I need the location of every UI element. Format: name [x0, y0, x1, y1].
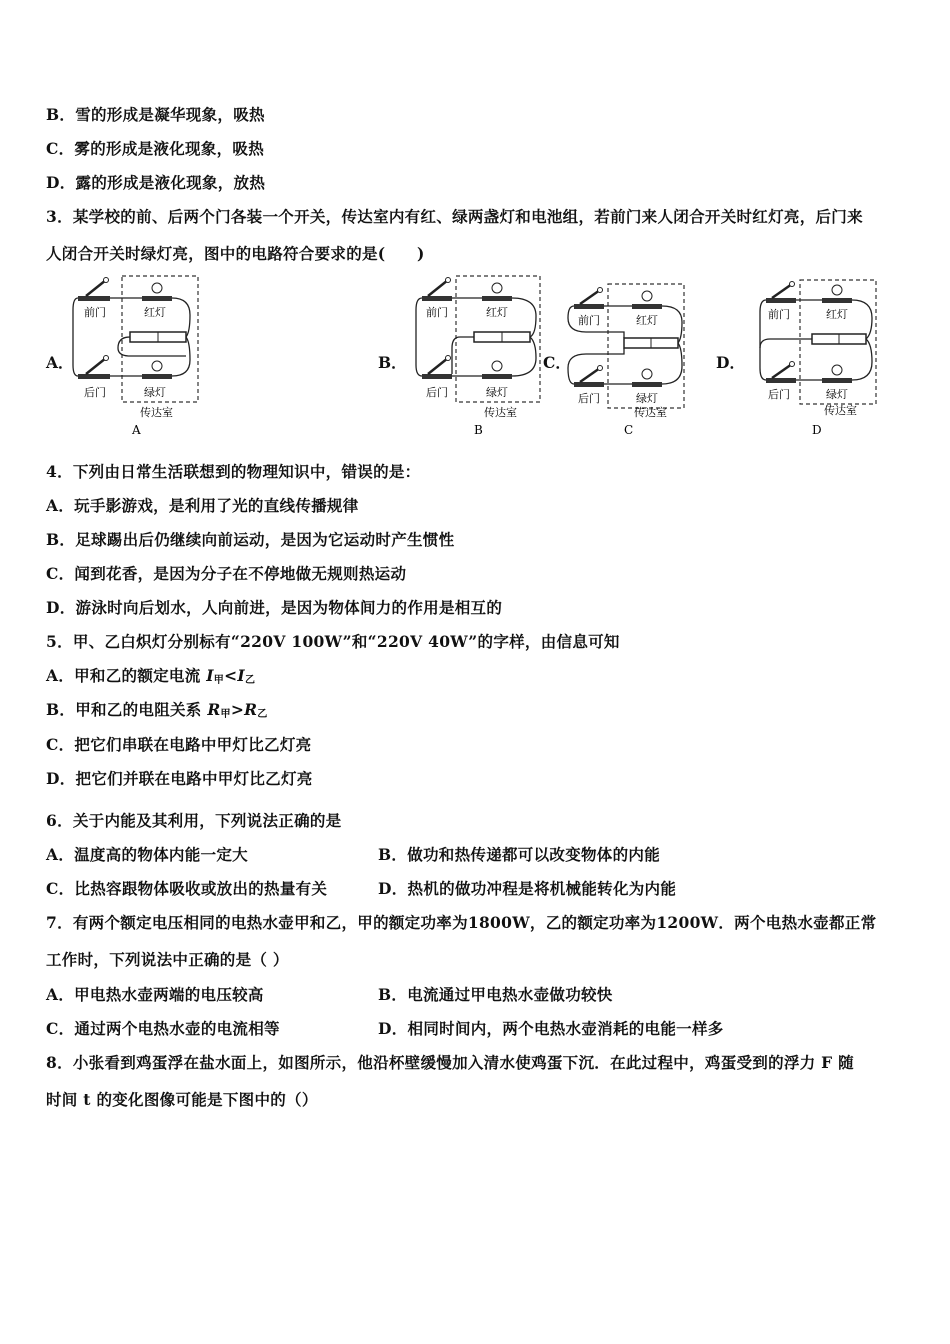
q5-stem: 5．甲、乙白炽灯分别标有“220V 100W”和“220V 40W”的字样，由信息可知	[46, 632, 620, 651]
green-lamp-label: 绿灯	[636, 392, 658, 405]
green-lamp	[482, 361, 512, 379]
green-lamp	[632, 369, 662, 387]
q3-option-c-label: C．	[543, 353, 571, 372]
front-door-label: 前门	[426, 306, 448, 319]
front-door-switch	[78, 278, 110, 302]
back-door-label: 后门	[426, 386, 448, 399]
q6-option-d: D．热机的做功冲程是将机械能转化为内能	[378, 879, 677, 898]
red-lamp-label: 红灯	[636, 314, 658, 327]
caption-c: C	[624, 423, 634, 437]
red-lamp	[482, 283, 512, 301]
q6-option-c: C．比热容跟物体吸收或放出的热量有关	[46, 879, 328, 898]
red-lamp	[632, 291, 662, 309]
green-lamp-label: 绿灯	[144, 386, 166, 399]
battery	[474, 332, 530, 342]
q4-option-d: D．游泳时向后划水，人向前进，是因为物体间力的作用是相互的	[46, 598, 503, 617]
circuit-diagram-a	[70, 270, 205, 440]
q4-stem: 4．下列由日常生活联想到的物理知识中，错误的是：	[46, 462, 421, 481]
q7-stem-line1: 7．有两个额定电压相同的电热水壶甲和乙，甲的额定功率为1800W，乙的额定功率为1200W．两个电热水壶都正常	[46, 913, 877, 932]
q6-option-a: A．温度高的物体内能一定大	[46, 845, 248, 864]
room-label: 传达室	[634, 406, 667, 419]
red-lamp	[822, 285, 852, 303]
q2-option-b: B．雪的形成是凝华现象，吸热	[46, 105, 265, 124]
q7-stem-line2: 工作时，下列说法中正确的是（ ）	[46, 950, 289, 969]
caption-b: B	[474, 423, 483, 437]
q2-option-d: D．露的形成是液化现象，放热	[46, 173, 266, 192]
back-door-switch	[574, 366, 604, 388]
front-door-label: 前门	[578, 314, 600, 327]
q3-option-b-label: B．	[378, 353, 407, 372]
room-label: 传达室	[824, 404, 857, 417]
q8-stem-line1: 8．小张看到鸡蛋浮在盐水面上，如图所示，他沿杯壁缓慢加入清水使鸡蛋下沉．在此过程中，鸡蛋受到的浮力 F 随	[46, 1053, 854, 1072]
back-door-switch	[422, 356, 452, 380]
q3-option-d-label: D．	[716, 353, 745, 372]
q6-option-b: B．做功和热传递都可以改变物体的内能	[378, 845, 661, 864]
caption-a: A	[132, 423, 141, 437]
back-door-switch	[78, 356, 110, 380]
front-door-switch	[422, 278, 452, 302]
room-label: 传达室	[140, 406, 173, 419]
q4-option-a: A．玩手影游戏，是利用了光的直线传播规律	[46, 496, 359, 515]
green-lamp-label: 绿灯	[486, 386, 508, 399]
circuit-diagram-b	[408, 270, 546, 440]
caption-d: D	[812, 423, 822, 437]
q5-option-b: B．甲和乙的电阻关系 $R_甲>R_乙$	[46, 700, 268, 720]
room-label: 传达室	[484, 406, 517, 419]
front-door-switch	[574, 288, 604, 310]
battery	[624, 338, 678, 348]
red-lamp-label: 红灯	[826, 308, 848, 321]
q7-option-b: B．电流通过甲电热水壶做功较快	[378, 985, 613, 1004]
q4-option-b: B．足球踢出后仍继续向前运动，是因为它运动时产生惯性	[46, 530, 455, 549]
back-door-switch	[766, 362, 796, 384]
q3-stem-line2: 人闭合开关时绿灯亮，图中的电路符合要求的是( )	[46, 244, 425, 263]
q7-option-d: D．相同时间内，两个电热水壶消耗的电能一样多	[378, 1019, 724, 1038]
q2-option-c: C．雾的形成是液化现象，吸热	[46, 139, 265, 158]
green-lamp	[142, 361, 172, 379]
q3-stem-line1: 3．某学校的前、后两个门各装一个开关，传达室内有红、绿两盏灯和电池组，若前门来人闭合开关时红灯亮，后门来	[46, 207, 863, 226]
front-door-switch	[766, 282, 796, 304]
circuit-diagram-c	[566, 280, 691, 440]
q7-option-c: C．通过两个电热水壶的电流相等	[46, 1019, 280, 1038]
battery	[130, 332, 186, 342]
back-door-label: 后门	[84, 386, 106, 399]
back-door-label: 后门	[578, 392, 600, 405]
q8-stem-line2: 时间 t 的变化图像可能是下图中的（）	[46, 1090, 318, 1109]
front-door-label: 前门	[768, 308, 790, 321]
back-door-label: 后门	[768, 388, 790, 401]
battery	[812, 334, 866, 344]
red-lamp-label: 红灯	[486, 306, 508, 319]
red-lamp-label: 红灯	[144, 306, 166, 319]
q5-option-d: D．把它们并联在电路中甲灯比乙灯亮	[46, 769, 313, 788]
red-lamp	[142, 283, 172, 301]
green-lamp-label: 绿灯	[826, 388, 848, 401]
circuit-diagram-d	[756, 276, 881, 440]
q3-option-a-label: A．	[46, 353, 74, 372]
q6-stem: 6．关于内能及其利用，下列说法正确的是	[46, 811, 342, 830]
green-lamp	[822, 365, 852, 383]
q5-option-c: C．把它们串联在电路中甲灯比乙灯亮	[46, 735, 312, 754]
front-door-label: 前门	[84, 306, 106, 319]
q4-option-c: C．闻到花香，是因为分子在不停地做无规则热运动	[46, 564, 407, 583]
q7-option-a: A．甲电热水壶两端的电压较高	[46, 985, 264, 1004]
q5-option-a: A．甲和乙的额定电流 $I_甲<I_乙$	[46, 666, 256, 686]
